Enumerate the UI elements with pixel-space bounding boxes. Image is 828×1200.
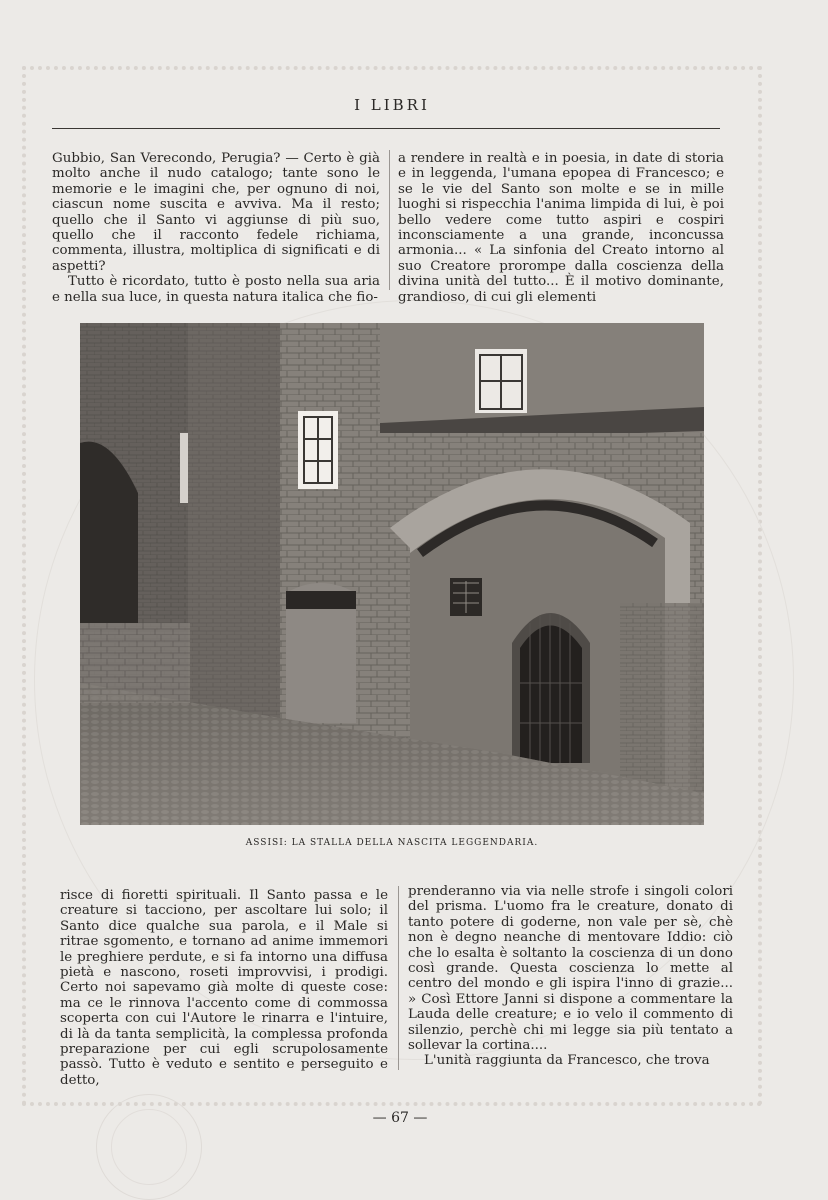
bottom-right-column (408, 884, 733, 1069)
library-stamp-icon (96, 1094, 202, 1200)
paragraph: a rendere in realtà e in poesia, in date di storia e in leggenda, l'umana epopea di Francesco; e se le vie del Santo son molte e se in mille luoghi si rispecchia l'anima limpida di lui, è poi bello vedere come tutto aspiri e cospiri inconsciamente a una grande, inconcussa armonia... « La sinfonia del Creato intorno al suo Creatore prorompe dalla coscienza della divina unità del tutto... È il motivo dominante, grandioso, di cui gli elementi (398, 151, 724, 305)
paragraph: risce di fioretti spirituali. Il Santo passa e le creature si tacciono, per ascoltare lui solo; il Santo dice qualche sua parola, e il Male si ritrae sgomento, e tornano ad anime immemori le preghiere perdute, e si fa intorno una diffusa pietà e nascono, roseti improvvisi, i prodigi. Certo noi sapevamo già molte di queste cose: ma ce le rinnova l'accento come di commossa scoperta con cui l'Autore le rinarra e l'intuire, di là da tanta semplicità, la complessa profonda preparazione per cui egli scrupolosamente passò. Tutto è veduto e sentito e perseguito e detto, (60, 888, 388, 1088)
header-rule (52, 128, 720, 129)
top-right-column (398, 151, 724, 305)
photo-illustration (80, 323, 704, 825)
figure-caption: ASSISI: LA STALLA DELLA NASCITA LEGGENDARIA. (245, 838, 539, 848)
column-divider (389, 150, 390, 290)
running-header: I LIBRI (354, 96, 430, 114)
column-divider (398, 886, 399, 1070)
photo-assisi-stable (80, 323, 704, 825)
bottom-left-column (60, 888, 388, 1088)
top-left-column (52, 151, 380, 305)
paragraph: L'unità raggiunta da Francesco, che trova (424, 1053, 710, 1069)
paragraph: Gubbio, San Verecondo, Perugia? — Certo è già molto anche il nudo catalogo; tante sono le memorie e le imagini che, per ognuno di noi, ciascun nome suscita e avviva. Ma il resto; quello che il Santo vi aggiunse di più suo, quello che il racconto fedele richiama, commenta, illustra, moltiplica di significati e di aspetti? (52, 151, 380, 274)
page-number: — 67 — (372, 1110, 428, 1126)
paragraph: Tutto è ricordato, tutto è posto nella sua aria e nella sua luce, in questa natura italica che fio- (52, 274, 380, 305)
paragraph: prenderanno via via nelle strofe i singoli colori del prisma. L'uomo fra le creature, donato di tanto potere di goderne, non vale per sè, chè non è degno neanche di mentovare Iddio: ciò che lo esalta è soltanto la coscienza di un dono così grande. Questa coscienza lo mette al centro del mondo e gli ispira l'inno di grazie... » Così Ettore Janni si dispone a commentare la Lauda delle creature; e io velo il commento di silenzio, perchè chi mi legge sia più tentato a sollevar la cortina.... (408, 884, 733, 1054)
